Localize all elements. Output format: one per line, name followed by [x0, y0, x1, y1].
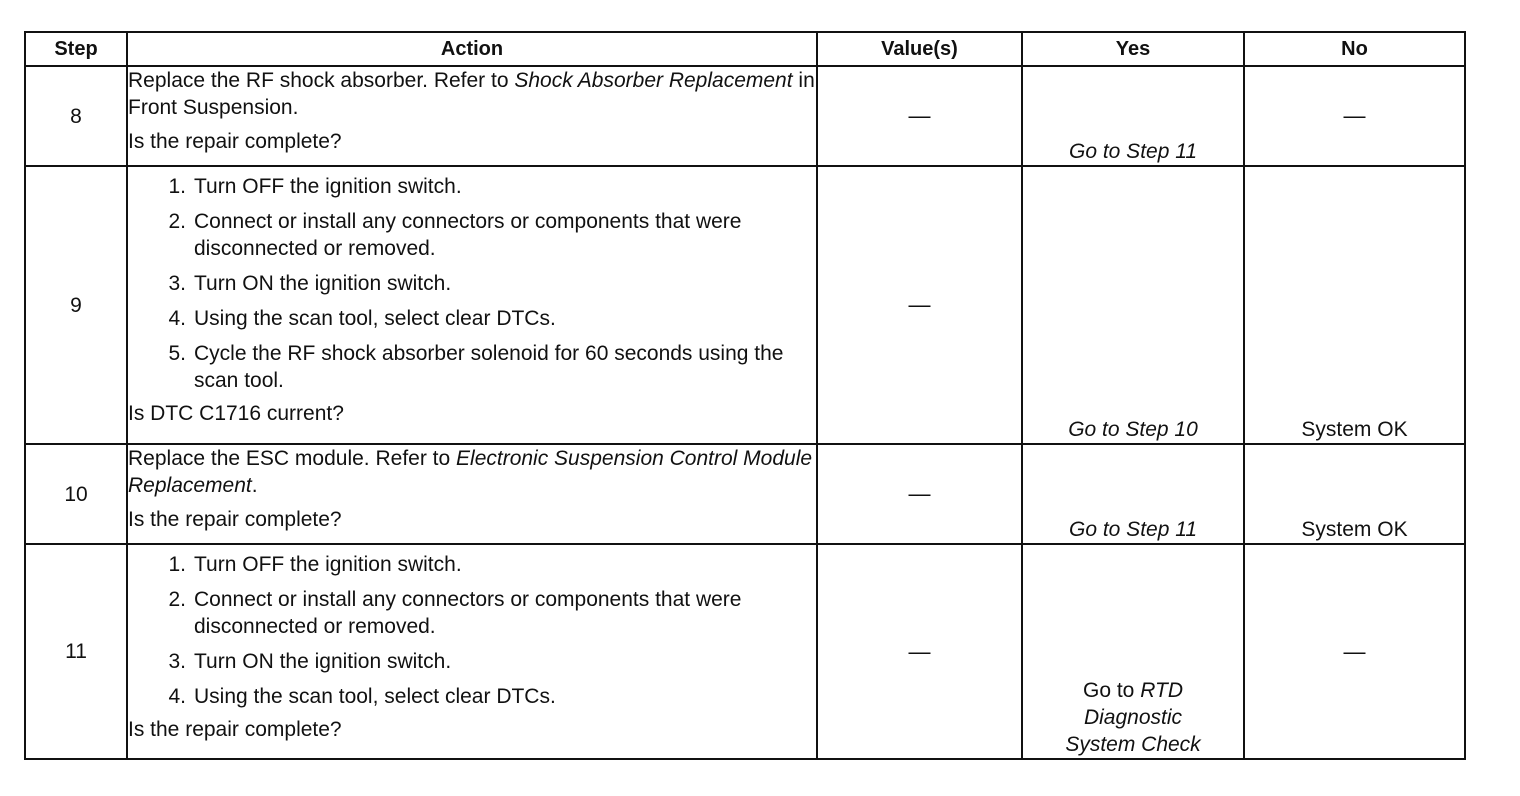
value-cell	[817, 66, 1022, 166]
action-question: Is DTC C1716 current?	[128, 402, 344, 425]
yes-text: Go to	[1083, 679, 1141, 702]
table-row-step-8	[25, 66, 1465, 166]
action-cell	[127, 66, 817, 166]
value-dash: —	[908, 103, 931, 128]
action-reference: Electronic Suspension Control Module Replacement	[128, 447, 813, 497]
list-item: 1. Turn OFF the ignition switch.	[168, 175, 462, 198]
action-cell	[127, 444, 817, 544]
header-values: Value(s)	[817, 32, 1022, 66]
no-dash: —	[1343, 103, 1366, 128]
action-text: in Front Suspension.	[128, 69, 815, 119]
action-step-list	[128, 173, 816, 394]
yes-cell: Go to Step 11	[1022, 444, 1244, 544]
list-item: 1. Turn OFF the ignition switch.	[168, 553, 462, 576]
action-intro	[128, 445, 816, 499]
action-cell	[127, 166, 817, 444]
table-row-step-9	[25, 166, 1465, 444]
action-cell	[127, 544, 817, 759]
no-cell: System OK	[1244, 444, 1465, 544]
list-item: 2. Connect or install any connectors or components that were disconnected or removed.	[168, 588, 742, 638]
diagnostic-table-frame	[24, 31, 1464, 760]
no-cell	[1244, 544, 1465, 759]
step-number: 9	[25, 166, 127, 444]
diagnostic-table	[24, 31, 1466, 760]
action-text: Replace the RF shock absorber. Refer to	[128, 69, 515, 92]
no-cell: System OK	[1244, 166, 1465, 444]
yes-reference: System Check	[1065, 733, 1201, 756]
list-item: 4. Using the scan tool, select clear DTCs.	[168, 685, 556, 708]
value-cell	[817, 544, 1022, 759]
yes-cell	[1022, 544, 1244, 759]
step-number: 11	[25, 544, 127, 759]
list-item: 2. Connect or install any connectors or components that were disconnected or removed.	[168, 210, 742, 260]
no-dash: —	[1343, 638, 1366, 664]
header-no: No	[1244, 32, 1465, 66]
list-item: 3. Turn ON the ignition switch.	[168, 650, 452, 673]
no-cell	[1244, 66, 1465, 166]
list-item: 3. Turn ON the ignition switch.	[168, 272, 452, 295]
yes-line	[1023, 677, 1243, 704]
action-question: Is the repair complete?	[128, 508, 342, 531]
value-dash: —	[908, 638, 931, 664]
value-cell	[817, 444, 1022, 544]
action-question: Is the repair complete?	[128, 718, 342, 741]
value-cell	[817, 166, 1022, 444]
header-yes: Yes	[1022, 32, 1244, 66]
yes-reference: RTD	[1140, 679, 1183, 702]
value-dash: —	[908, 481, 931, 506]
table-row-step-10	[25, 444, 1465, 544]
action-text: .	[251, 474, 258, 497]
value-dash: —	[908, 292, 931, 317]
action-reference: Shock Absorber Replacement	[514, 69, 793, 92]
action-text: Replace the ESC module. Refer to	[128, 447, 457, 470]
step-number: 8	[25, 66, 127, 166]
list-item: 4. Using the scan tool, select clear DTCs.	[168, 307, 556, 330]
yes-cell: Go to Step 11	[1022, 66, 1244, 166]
action-intro	[128, 67, 816, 121]
action-step-list	[128, 551, 816, 710]
table-row-step-11	[25, 544, 1465, 759]
yes-cell: Go to Step 10	[1022, 166, 1244, 444]
header-step: Step	[25, 32, 127, 66]
yes-reference: Diagnostic	[1083, 706, 1183, 729]
list-item: 5. Cycle the RF shock absorber solenoid for 60 seconds using the scan tool.	[168, 342, 784, 392]
step-number: 10	[25, 444, 127, 544]
header-action: Action	[127, 32, 817, 66]
header-row	[25, 32, 1465, 66]
action-question: Is the repair complete?	[128, 130, 342, 153]
